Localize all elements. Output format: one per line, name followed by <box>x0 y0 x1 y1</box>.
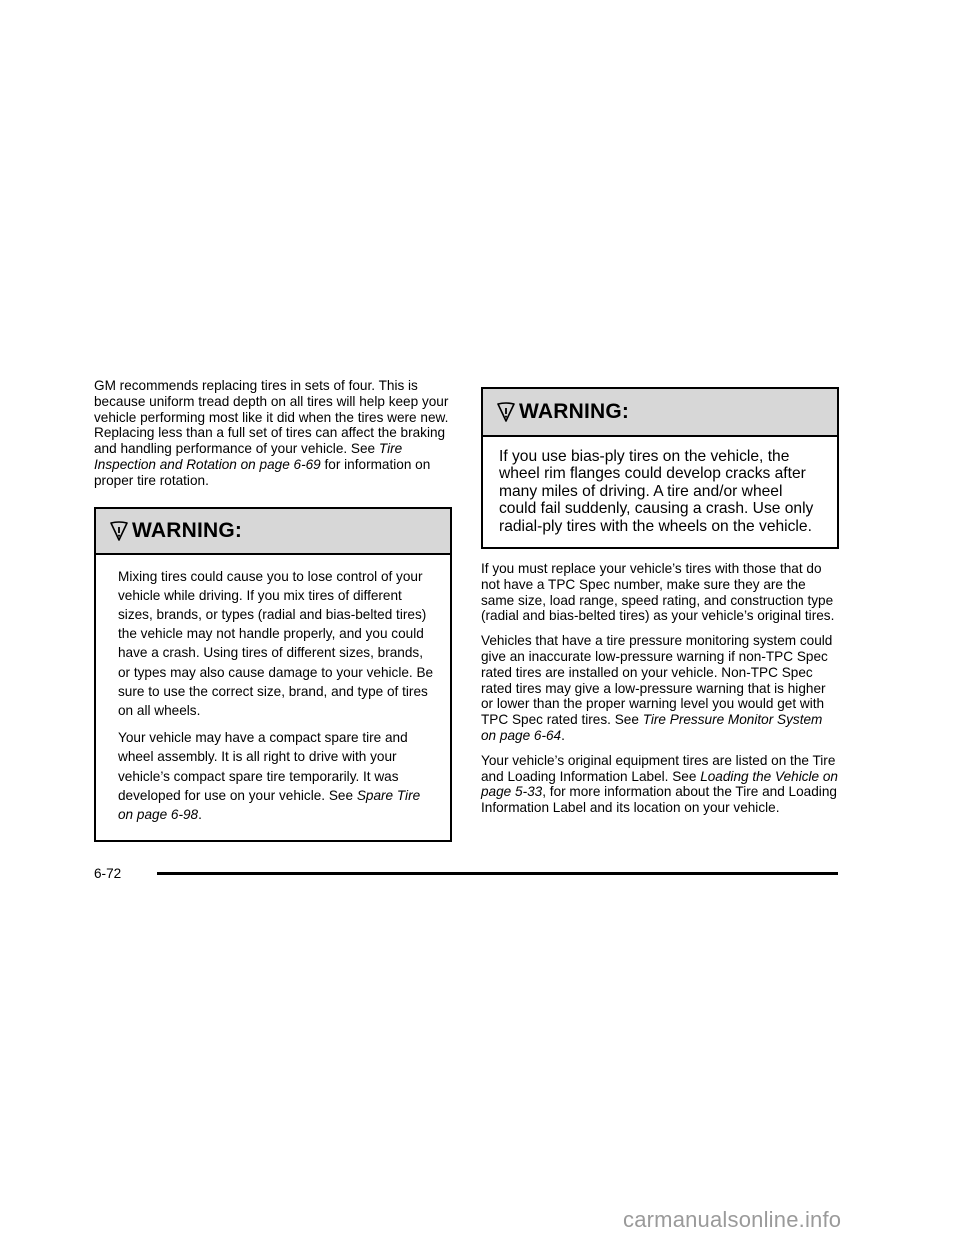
loading-vehicle-link[interactable]: Loading the Vehicle on page 5-33 <box>481 768 838 800</box>
warning-title: WARNING: <box>519 400 630 423</box>
page-number: 6-72 <box>94 866 122 881</box>
warning-paragraph: Your vehicle may have a compact spare tire and wheel assembly. It is all right to drive with your vehicle’s compact spare tire temporarily. It was developed for use on your vehicle. See Spare Tire on page 6-98. <box>118 730 421 823</box>
left-column <box>94 378 452 842</box>
warning-body <box>483 437 837 547</box>
warning-body <box>96 555 450 841</box>
footer-rule <box>157 872 838 875</box>
original-tires-paragraph: Your vehicle’s original equipment tires are listed on the Tire and Loading Information Label. See Loading the Vehicle on page 5-33, for more information about the Tire and Loading Information Label and its location on your vehicle. <box>481 752 838 816</box>
warning-box-mixing-tires <box>94 507 452 843</box>
warning-header <box>483 389 837 437</box>
warning-paragraph: Mixing tires could cause you to lose control of your vehicle while driving. If you mix tires of different sizes, brands, or types (radial and bias-belted tires) the vehicle may not handle properly, and you could have a crash. Using tires of different sizes, brands, or types may also cause damage to your vehicle. Be sure to use the correct size, brand, and type of tires on all wheels. <box>118 568 434 718</box>
tire-pressure-monitor-link[interactable]: Tire Pressure Monitor System on page 6-64 <box>481 712 823 743</box>
tpc-spec-paragraph: If you must replace your vehicle’s tires with those that do not have a TPC Spec number, make sure they are the same size, load range, speed rating, and construction type (radial and bias-belted tires) as your vehicle’s original tires. <box>481 561 835 624</box>
warning-title: WARNING: <box>132 518 243 542</box>
tire-inspection-link[interactable]: Tire Inspection and Rotation on page 6-69 <box>94 441 403 472</box>
intro-paragraph: GM recommends replacing tires in sets of four. This is because uniform tread depth on all tires will help keep your vehicle performing most like it did when the tires were new. Replacing less than a full set of tires can affect the braking and handling performance of your vehicle. See Tire Inspection and Rotation on page 6-69 for information on proper tire rotation. <box>94 378 449 488</box>
watermark: carmanualsonline.info <box>623 1207 842 1232</box>
warning-header <box>96 509 450 555</box>
warning-box-bias-ply <box>481 387 839 549</box>
warning-icon <box>495 401 517 423</box>
right-column <box>481 387 839 825</box>
warning-paragraph: If you use bias-ply tires on the vehicle, the wheel rim flanges could develop cracks after many miles of driving. A tire and/or wheel could fail suddenly, causing a crash. Use only radial-ply tires with the wheels on the vehicle. <box>499 448 814 535</box>
spare-tire-link[interactable]: Spare Tire on page 6-98 <box>118 787 421 823</box>
tpms-paragraph: Vehicles that have a tire pressure monitoring system could give an inaccurate low-pressure warning if non-TPC Spec rated tires are installed on your vehicle. Non-TPC Spec rated tires may give a low-pressure warning that is higher or lower than the proper warning level you would get with TPC Spec rated tires. See Tire Pressure Monitor System on page 6-64. <box>481 633 833 743</box>
warning-icon <box>108 520 130 542</box>
